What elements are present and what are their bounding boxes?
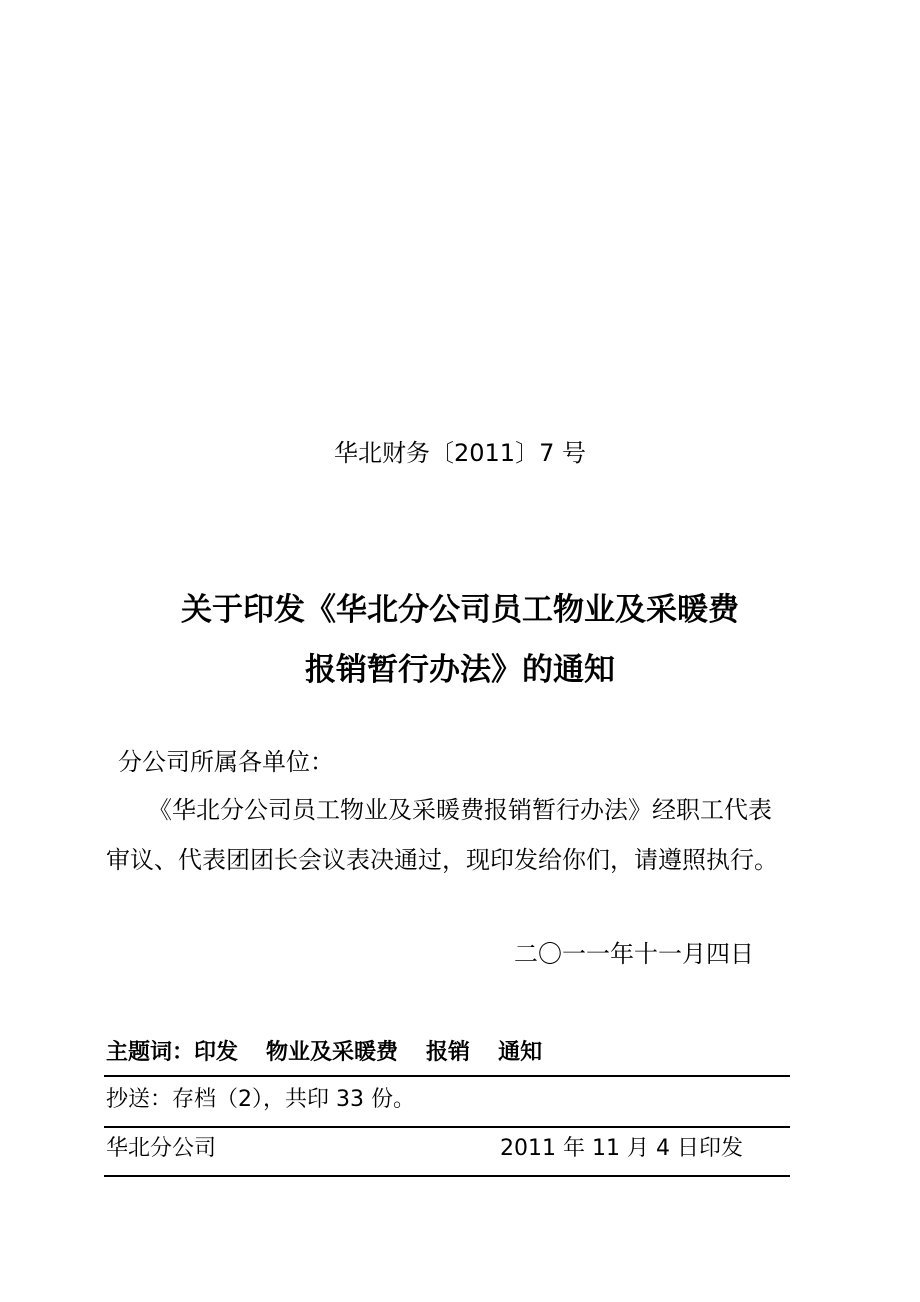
subject-term: 印发 [194,1040,239,1065]
subject-keywords [106,1036,542,1070]
issuing-office: 华北分公司 [106,1136,217,1161]
divider-line [104,1175,790,1177]
divider-line [104,1075,790,1077]
body-text-line-2: 审议、代表团团长会议表决通过，现印发给你们，请遵照执行。 [106,846,778,874]
subject-term: 物业及采暖费 [266,1040,399,1065]
subject-label: 主题词： [106,1040,195,1065]
body-text-line-1: 《华北分公司员工物业及采暖费报销暂行办法》经职工代表 [148,796,772,824]
addressee: 分公司所属各单位： [118,748,334,776]
carbon-copy: 抄送：存档（2），共印 33 份。 [106,1087,415,1112]
document-title-line-2: 报销暂行办法》的通知 [305,652,615,688]
divider-line [104,1126,790,1128]
subject-term: 报销 [426,1040,471,1065]
document-number: 华北财务〔2011〕7 号 [334,439,586,467]
subject-term: 通知 [498,1040,543,1065]
signature-date: 二〇一一年十一月四日 [514,940,754,968]
issue-date: 2011 年 11 月 4 日印发 [500,1136,743,1161]
document-title-line-1: 关于印发《华北分公司员工物业及采暖费 [181,592,739,628]
